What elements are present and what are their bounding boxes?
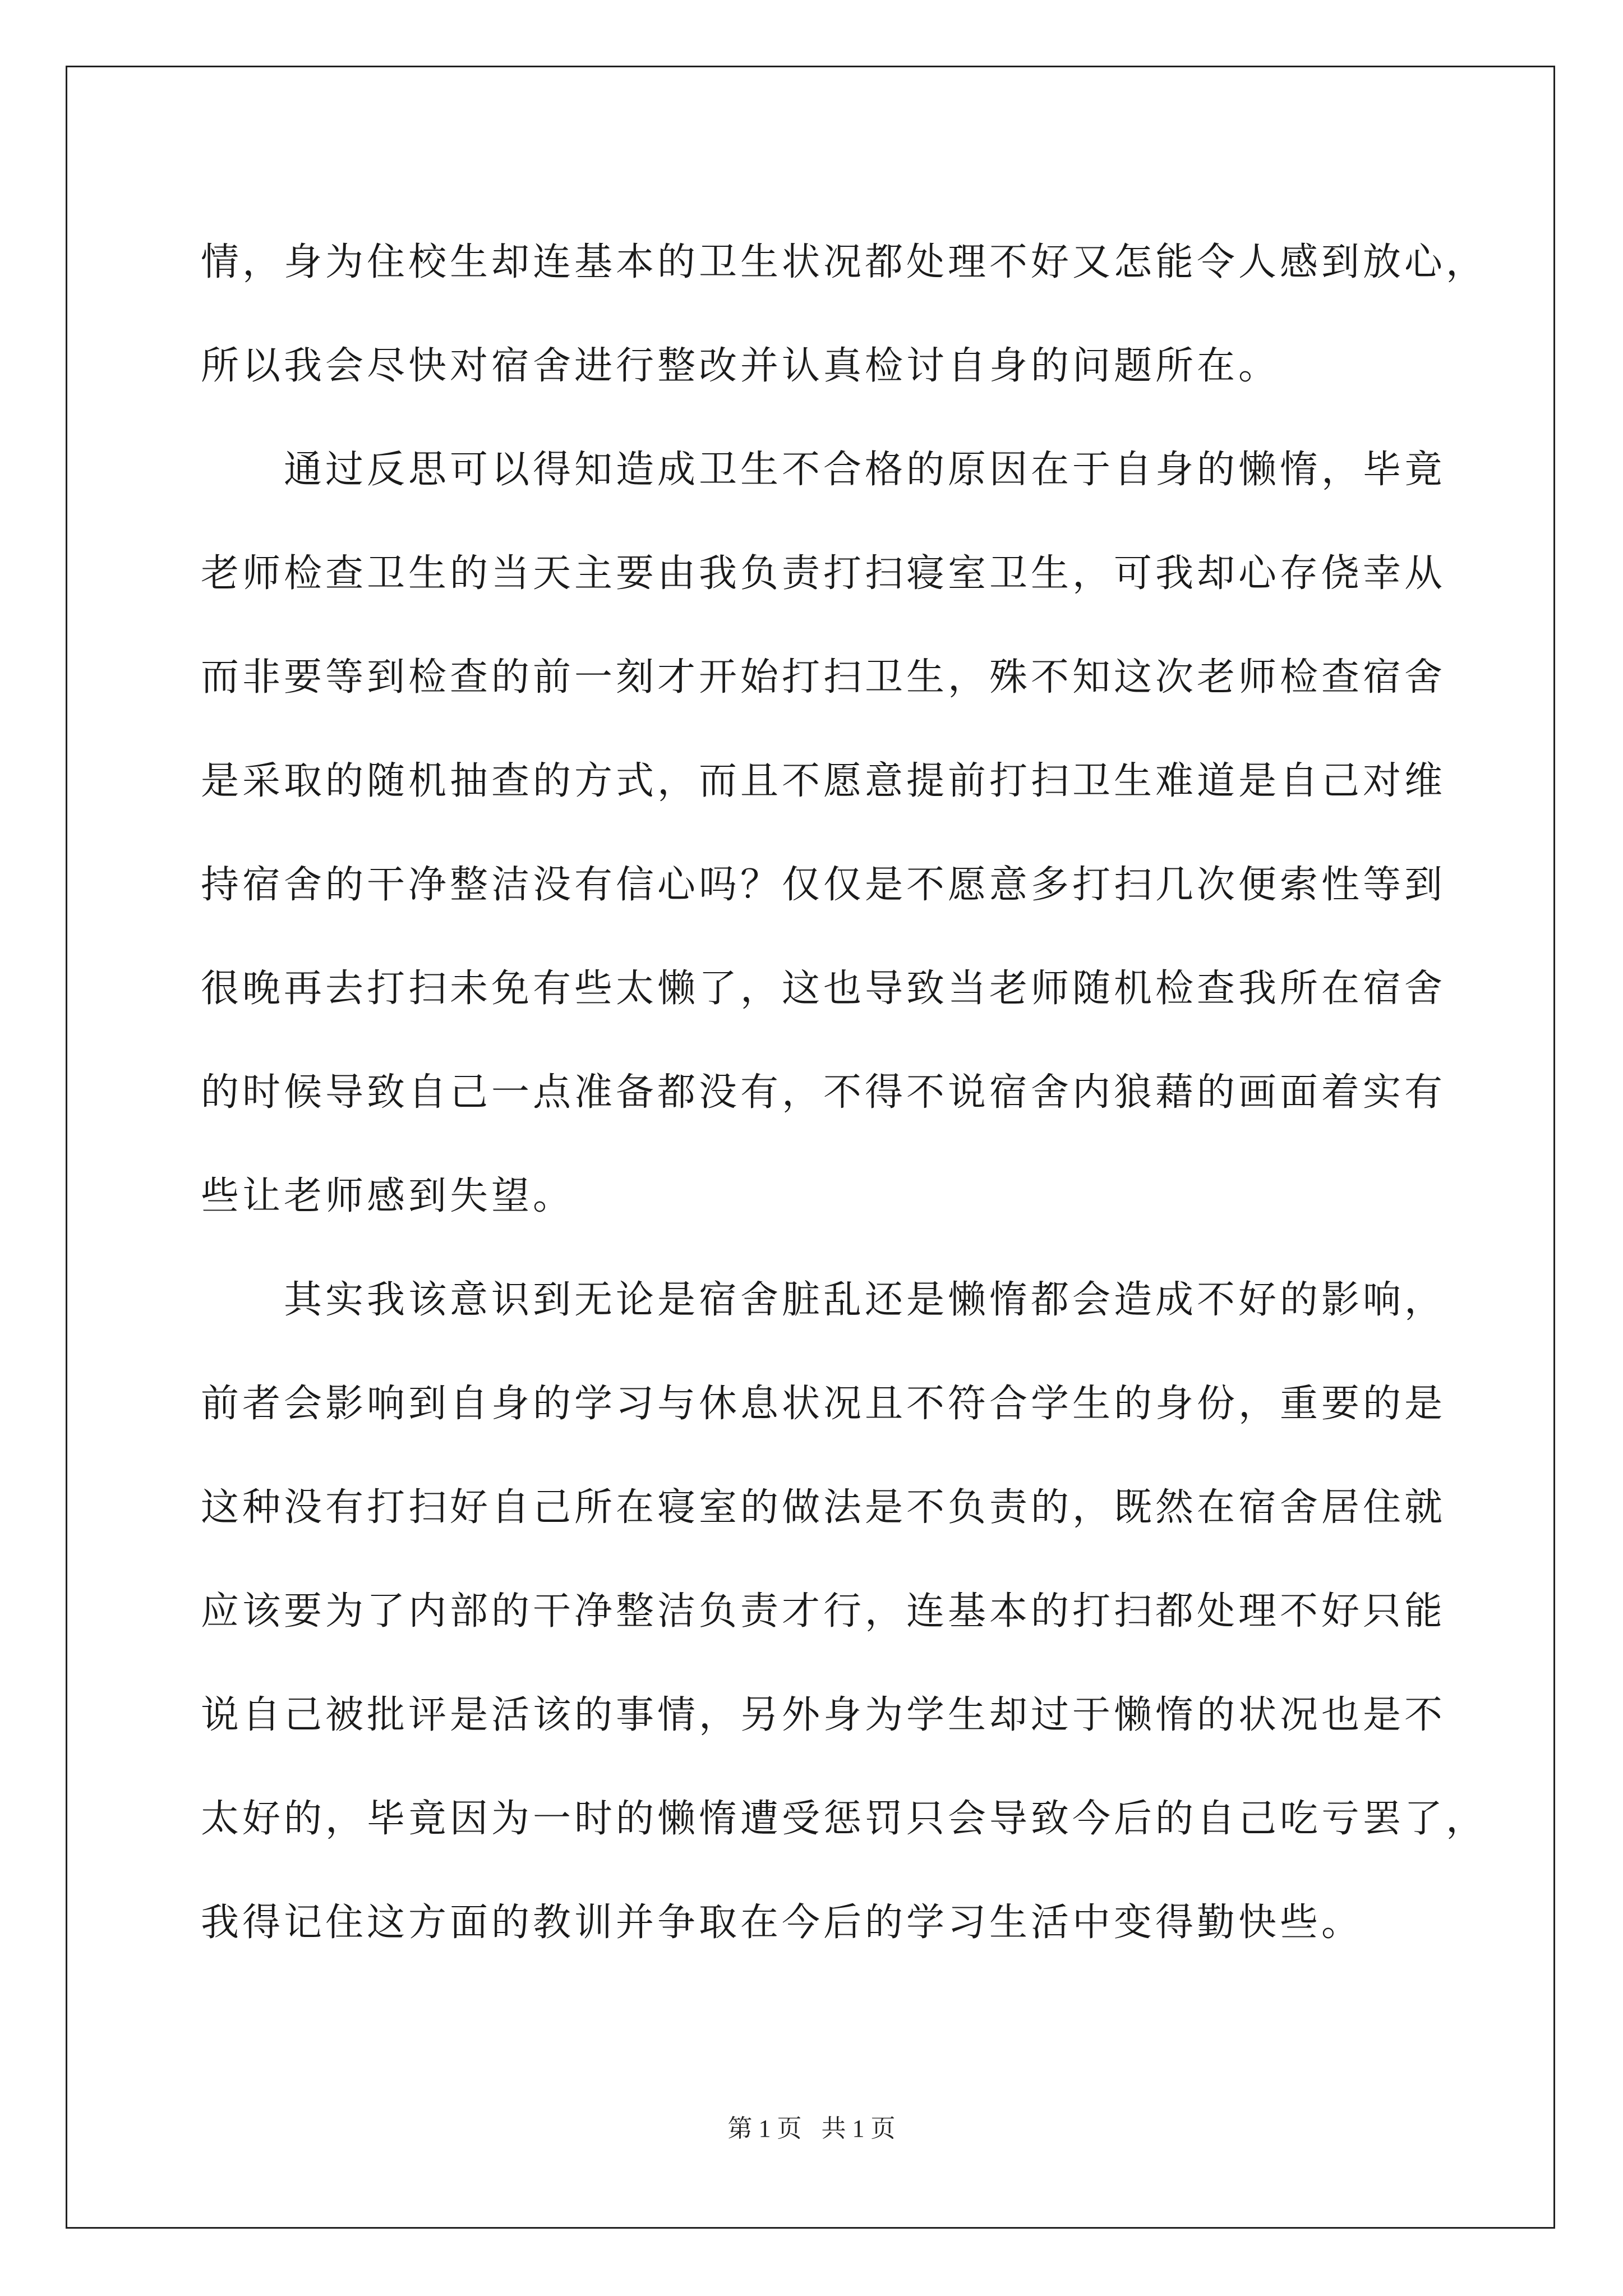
text-line: 些让老师感到失望。 [201, 1174, 575, 1218]
text-line: 很晚再去打扫未免有些太懒了，这也导致当老师随机检查我所在宿舍 [201, 967, 1446, 1011]
page-footer [0, 2108, 1623, 2144]
text-line: 这种没有打扫好自己所在寝室的做法是不负责的，既然在宿舍居住就 [201, 1485, 1446, 1530]
text-line: 太好的，毕竟因为一时的懒惰遭受惩罚只会导致今后的自己吃亏罢了， [201, 1797, 1488, 1841]
text-line: 是采取的随机抽查的方式，而且不愿意提前打扫卫生难道是自己对维 [201, 759, 1446, 803]
text-line: 说自己被批评是活该的事情，另外身为学生却过于懒惰的状况也是不 [201, 1693, 1446, 1737]
text-line: 的时候导致自己一点准备都没有，不得不说宿舍内狼藉的画面着实有 [201, 1070, 1446, 1115]
page-total: 共 1 页 [821, 2115, 896, 2142]
paragraph-start-line: 通过反思可以得知造成卫生不合格的原因在于自身的懒惰，毕竟 [284, 448, 1446, 492]
text-line: 情，身为住校生却连基本的卫生状况都处理不好又怎能令人感到放心， [201, 240, 1488, 284]
text-line: 持宿舍的干净整洁没有信心吗？仅仅是不愿意多打扫几次便索性等到 [201, 863, 1446, 907]
paragraph-start-line: 其实我该意识到无论是宿舍脏乱还是懒惰都会造成不好的影响， [284, 1278, 1446, 1322]
text-line: 而非要等到检查的前一刻才开始打扫卫生，殊不知这次老师检查宿舍 [201, 655, 1446, 700]
text-line: 所以我会尽快对宿舍进行整改并认真检讨自身的问题所在。 [201, 344, 1280, 388]
text-line: 我得记住这方面的教训并争取在今后的学习生活中变得勤快些。 [201, 1901, 1363, 1945]
text-line: 应该要为了内部的干净整洁负责才行，连基本的打扫都处理不好只能 [201, 1589, 1446, 1634]
page-number: 第 1 页 [727, 2115, 802, 2142]
text-line: 前者会影响到自身的学习与休息状况且不符合学生的身份，重要的是 [201, 1382, 1446, 1426]
document-body [201, 210, 1488, 1975]
text-line: 老师检查卫生的当天主要由我负责打扫寝室卫生，可我却心存侥幸从 [201, 551, 1446, 596]
